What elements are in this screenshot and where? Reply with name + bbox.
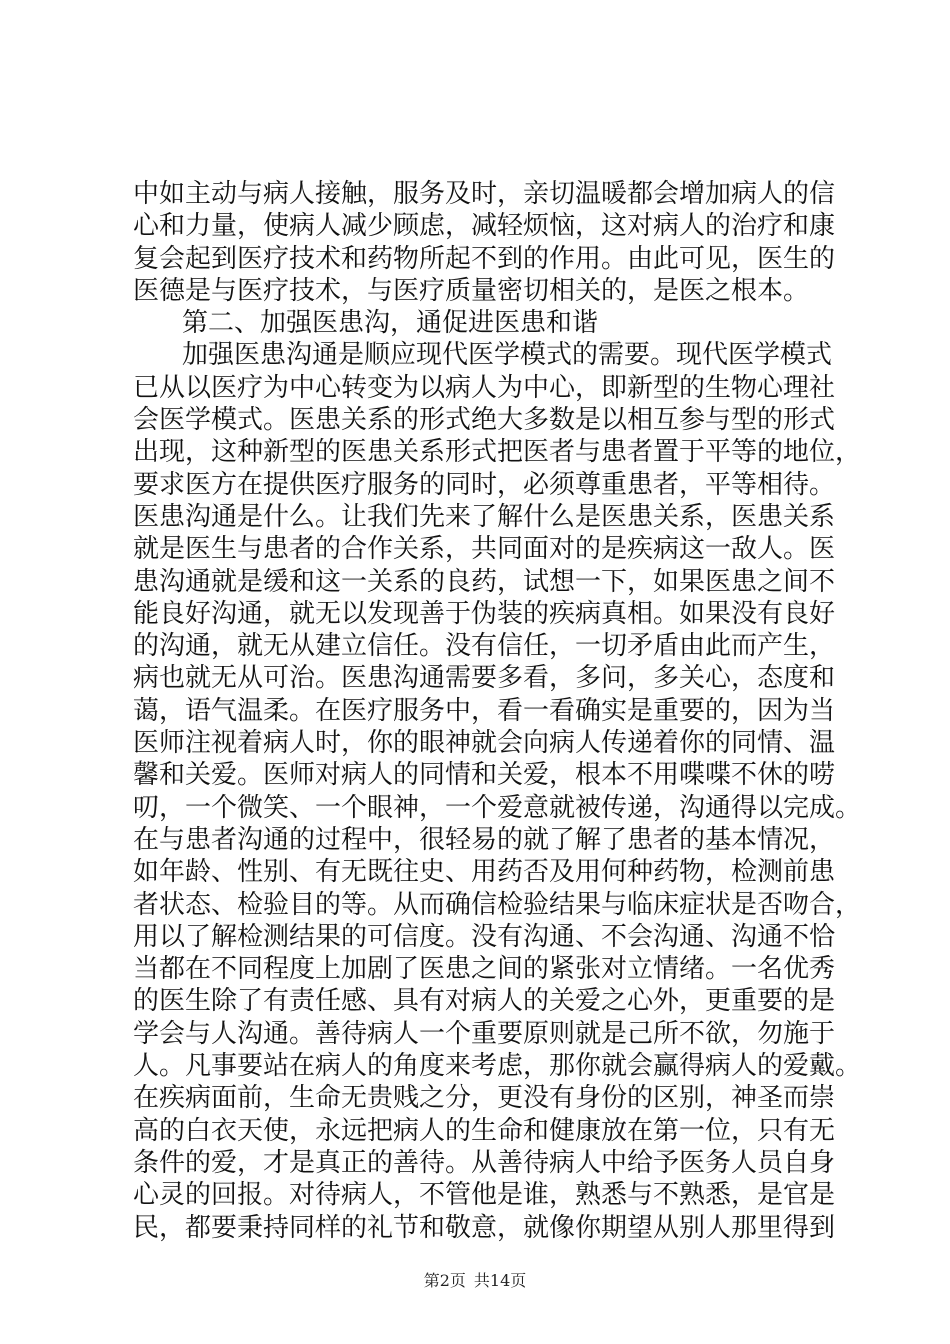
text-line: 患沟通就是缓和这一关系的良药，试想一下，如果医患之间不 <box>133 566 836 597</box>
text-line: 者状态、检验目的等。从而确信检验结果与临床症状是否吻合， <box>133 889 862 920</box>
text-line: 馨和关爱。医师对病人的同情和关爱，根本不用喋喋不休的唠 <box>133 760 836 791</box>
text-line: 复会起到医疗技术和药物所起不到的作用。由此可见，医生的 <box>133 243 836 274</box>
text-line: 加强医患沟通是顺应现代医学模式的需要。现代医学模式 <box>182 340 833 371</box>
text-line: 心和力量，使病人减少顾虑，减轻烦恼，这对病人的治疗和康 <box>133 211 836 242</box>
text-line: 出现，这种新型的医患关系形式把医者与患者置于平等的地位， <box>133 437 862 468</box>
text-line: 人。凡事要站在病人的角度来考虑，那你就会赢得病人的爱戴。 <box>133 1051 862 1082</box>
page-number: 第2页 <box>423 1271 466 1290</box>
text-line: 医德是与医疗技术，与医疗质量密切相关的，是医之根本。 <box>133 275 810 306</box>
text-line: 能良好沟通，就无以发现善于伪装的疾病真相。如果没有良好 <box>133 598 836 629</box>
text-line: 中如主动与病人接触，服务及时，亲切温暖都会增加病人的信 <box>133 179 836 209</box>
text-line: 会医学模式。医患关系的形式绝大多数是以相互参与型的形式 <box>133 405 836 436</box>
text-line: 学会与人沟通。善待病人一个重要原则就是己所不欲，勿施于 <box>133 1018 836 1049</box>
text-line: 病也就无从可治。医患沟通需要多看，多问，多关心，态度和 <box>133 663 836 694</box>
text-line: 条件的爱，才是真正的善待。从善待病人中给予医务人员自身 <box>133 1147 836 1178</box>
text-line: 当都在不同程度上加剧了医患之间的紧张对立情绪。一名优秀 <box>133 954 836 985</box>
text-line: 蔼，语气温柔。在医疗服务中，看一看确实是重要的，因为当 <box>133 695 836 726</box>
text-line: 心灵的回报。对待病人，不管他是谁，熟悉与不熟悉，是官是 <box>133 1180 836 1211</box>
text-line: 高的白衣天使，永远把病人的生命和健康放在第一位，只有无 <box>133 1115 836 1146</box>
text-line: 第二、加强医患沟，通促进医患和谐 <box>182 308 599 339</box>
text-line: 民，都要秉持同样的礼节和敬意，就像你期望从别人那里得到 <box>133 1212 836 1243</box>
text-line: 叨，一个微笑、一个眼神，一个爱意就被传递，沟通得以完成。 <box>133 792 862 823</box>
text-line: 的医生除了有责任感、具有对病人的关爱之心外，更重要的是 <box>133 986 836 1017</box>
text-line: 如年龄、性别、有无既往史、用药否及用何种药物，检测前患 <box>133 857 836 888</box>
text-line: 在疾病面前，生命无贵贱之分，更没有身份的区别，神圣而崇 <box>133 1083 836 1114</box>
text-line: 就是医生与患者的合作关系，共同面对的是疾病这一敌人。医 <box>133 534 836 565</box>
text-line: 医师注视着病人时，你的眼神就会向病人传递着你的同情、温 <box>133 728 836 759</box>
body-text <box>133 178 862 1244</box>
page-footer <box>0 1268 950 1291</box>
text-line: 用以了解检测结果的可信度。没有沟通、不会沟通、沟通不恰 <box>133 921 836 952</box>
text-line: 医患沟通是什么。让我们先来了解什么是医患关系，医患关系 <box>133 501 836 532</box>
page-total: 共14页 <box>473 1271 527 1290</box>
text-line: 的沟通，就无从建立信任。没有信任，一切矛盾由此而产生， <box>133 631 836 662</box>
text-line: 在与患者沟通的过程中，很轻易的就了解了患者的基本情况， <box>133 824 836 855</box>
text-line: 要求医方在提供医疗服务的同时，必须尊重患者，平等相待。 <box>133 469 836 500</box>
text-line: 已从以医疗为中心转变为以病人为中心，即新型的生物心理社 <box>133 372 836 403</box>
